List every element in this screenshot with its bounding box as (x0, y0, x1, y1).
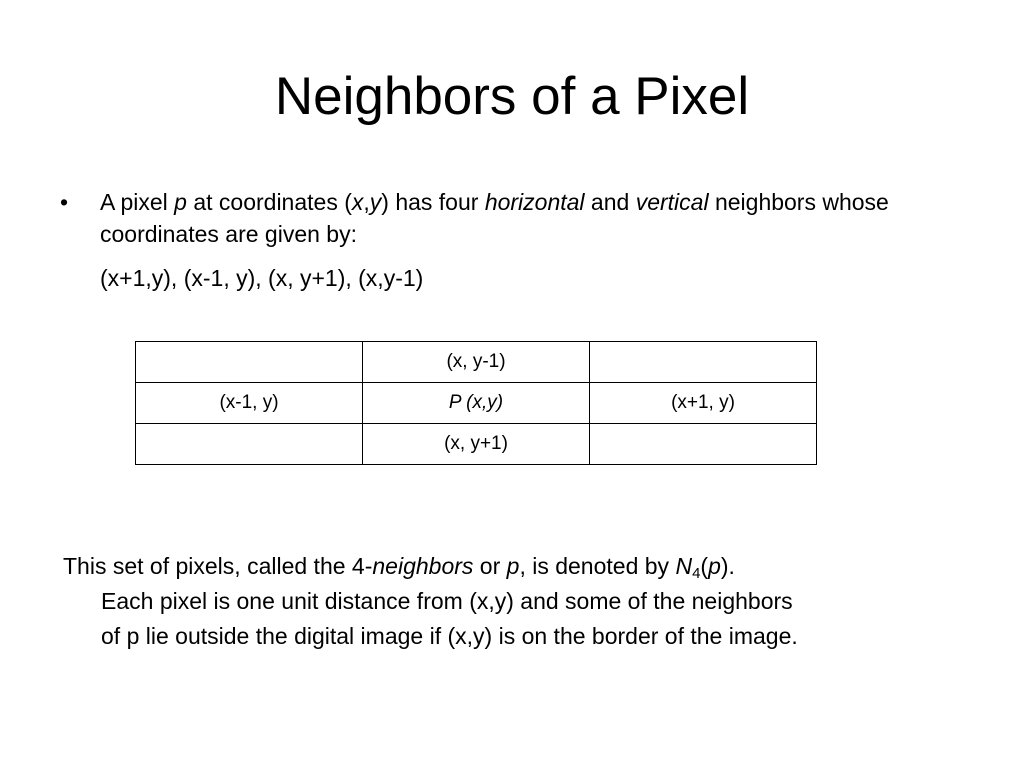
table-row (136, 424, 817, 465)
table-cell (590, 424, 817, 465)
table-cell: (x, y-1) (363, 342, 590, 383)
paragraph-line: Each pixel is one unit distance from (x,y) and some of the neighbors (101, 588, 793, 614)
neighbor-table (135, 341, 817, 465)
notation-subscript: 4 (692, 565, 701, 582)
variable-p: p (174, 189, 187, 215)
bullet-item (60, 186, 960, 250)
paragraph-line (63, 549, 983, 584)
term-neighbors: neighbors (372, 553, 474, 579)
table-row (136, 383, 817, 424)
term-horizontal: horizontal (484, 189, 585, 215)
bullet-text-part: , (363, 189, 370, 215)
table-cell (136, 342, 363, 383)
table-cell: (x, y+1) (363, 424, 590, 465)
bullet-text-part: neighbors whose coordinates are given by: (100, 189, 889, 247)
table-cell (136, 424, 363, 465)
table-row (136, 342, 817, 383)
paragraph-text-part: ). (720, 553, 735, 579)
table-cell: (x+1, y) (590, 383, 817, 424)
bullet-list (60, 186, 960, 294)
bullet-text-part: ) has four (381, 189, 485, 215)
coordinates-line: (x+1,y), (x-1, y), (x, y+1), (x,y-1) (100, 265, 424, 291)
paragraph-text-part: , is denoted by (519, 553, 676, 579)
variable-p: p (506, 553, 520, 579)
description-paragraph (63, 549, 983, 654)
variable-y: y (369, 189, 382, 215)
paragraph-text-part: ( (700, 553, 709, 579)
table-cell (590, 342, 817, 383)
variable-p: p (708, 553, 721, 579)
notation-n: N (675, 553, 693, 579)
paragraph-line: of p lie outside the digital image if (x,y) is on the border of the image. (101, 623, 798, 649)
bullet-marker: • (60, 189, 69, 215)
paragraph-text-part: or (473, 553, 507, 579)
bullet-text-part: A pixel (100, 189, 175, 215)
table-cell-center-pixel: P (x,y) (363, 383, 590, 424)
term-vertical: vertical (635, 189, 709, 215)
bullet-text-part: and (584, 189, 636, 215)
bullet-text-part: at coordinates ( (186, 189, 352, 215)
paragraph-text-part: This set of pixels, called the 4- (63, 553, 373, 579)
variable-x: x (351, 189, 364, 215)
table-cell: (x-1, y) (136, 383, 363, 424)
slide-title: Neighbors of a Pixel (274, 67, 750, 126)
